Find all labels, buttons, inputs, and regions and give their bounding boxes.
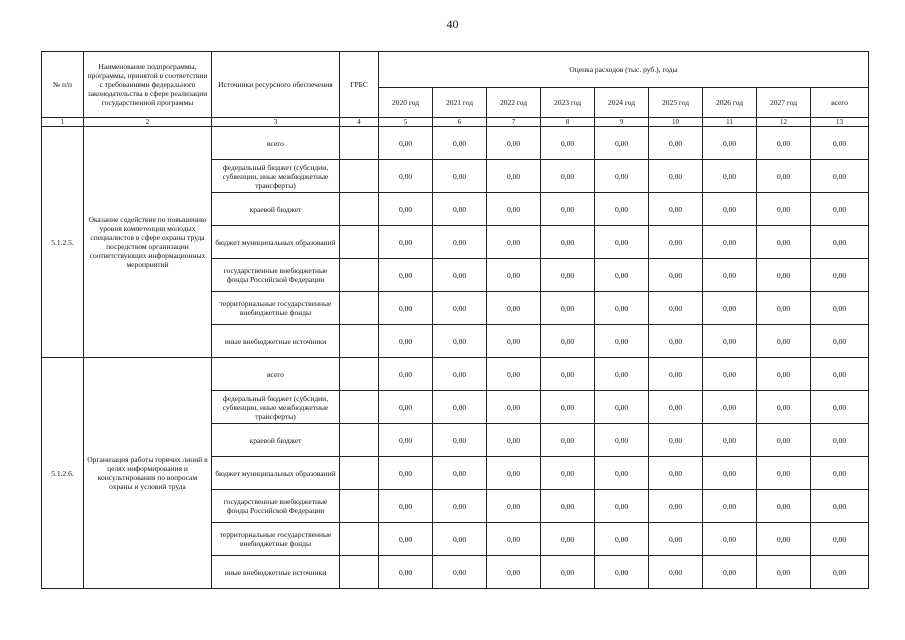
expense-value: 0,00 [811,424,869,457]
header-year: 2020 год [379,88,433,118]
expense-value: 0,00 [541,160,595,193]
expense-value: 0,00 [649,193,703,226]
column-number: 9 [595,118,649,127]
column-number: 3 [212,118,340,127]
grbs-cell [340,292,379,325]
table-row [42,127,869,160]
grbs-cell [340,424,379,457]
expense-value: 0,00 [703,259,757,292]
column-number: 7 [487,118,541,127]
expense-value: 0,00 [379,391,433,424]
funding-source: бюджет муниципальных образований [212,226,340,259]
expense-value: 0,00 [541,193,595,226]
funding-source: иные внебюджетные источники [212,556,340,589]
expense-value: 0,00 [757,160,811,193]
expense-value: 0,00 [433,391,487,424]
funding-source: территориальные государственные внебюджетные фонды [212,523,340,556]
expense-value: 0,00 [541,292,595,325]
expense-value: 0,00 [595,226,649,259]
expense-value: 0,00 [541,523,595,556]
grbs-cell [340,226,379,259]
funding-source: территориальные государственные внебюджетные фонды [212,292,340,325]
grbs-cell [340,358,379,391]
header-year: 2021 год [433,88,487,118]
expense-value: 0,00 [649,127,703,160]
expense-value: 0,00 [433,358,487,391]
expense-value: 0,00 [595,556,649,589]
expense-value: 0,00 [703,292,757,325]
header-year: 2024 год [595,88,649,118]
expense-value: 0,00 [757,457,811,490]
header-name: Наименование подпрограммы, программы, принятой в соответствии с требованиями федерального законодательства в сфере реализации государственной программы [84,52,212,118]
grbs-cell [340,127,379,160]
expense-value: 0,00 [487,358,541,391]
expense-value: 0,00 [649,325,703,358]
expense-value: 0,00 [595,391,649,424]
expense-value: 0,00 [379,358,433,391]
expense-value: 0,00 [379,292,433,325]
expense-value: 0,00 [595,490,649,523]
expense-value: 0,00 [379,127,433,160]
expense-value: 0,00 [379,490,433,523]
funding-source: всего [212,127,340,160]
expense-value: 0,00 [487,556,541,589]
expense-value: 0,00 [541,127,595,160]
page-number: 40 [446,17,459,31]
expense-value: 0,00 [595,325,649,358]
expense-value: 0,00 [757,424,811,457]
expense-value: 0,00 [379,226,433,259]
column-number: 6 [433,118,487,127]
expense-value: 0,00 [703,358,757,391]
header-estimate: Оценка расходов (тыс. руб.), годы [379,52,869,88]
expense-value: 0,00 [433,424,487,457]
expense-value: 0,00 [379,523,433,556]
expense-value: 0,00 [595,424,649,457]
expense-value: 0,00 [487,490,541,523]
expense-value: 0,00 [541,490,595,523]
expense-value: 0,00 [487,391,541,424]
expense-value: 0,00 [757,193,811,226]
column-number: 5 [379,118,433,127]
funding-source: государственные внебюджетные фонды Российской Федерации [212,259,340,292]
funding-source: краевой бюджет [212,193,340,226]
expense-value: 0,00 [811,292,869,325]
header-year: 2023 год [541,88,595,118]
expense-value: 0,00 [487,226,541,259]
expense-value: 0,00 [757,292,811,325]
expense-value: 0,00 [649,556,703,589]
expense-value: 0,00 [595,127,649,160]
expense-value: 0,00 [703,391,757,424]
expense-value: 0,00 [757,391,811,424]
header-year: всего [811,88,869,118]
expense-value: 0,00 [811,556,869,589]
grbs-cell [340,556,379,589]
header-year: 2025 год [649,88,703,118]
expense-value: 0,00 [811,325,869,358]
expense-value: 0,00 [649,490,703,523]
expense-value: 0,00 [541,391,595,424]
expense-value: 0,00 [649,358,703,391]
expense-value: 0,00 [487,457,541,490]
expense-value: 0,00 [433,457,487,490]
expense-value: 0,00 [487,193,541,226]
table-header [42,52,869,127]
expense-value: 0,00 [541,226,595,259]
expense-value: 0,00 [541,358,595,391]
expense-value: 0,00 [541,556,595,589]
expense-value: 0,00 [757,358,811,391]
item-code: 5.1.2.5. [42,127,84,358]
column-number: 10 [649,118,703,127]
expense-value: 0,00 [649,259,703,292]
expense-value: 0,00 [433,325,487,358]
expense-value: 0,00 [649,226,703,259]
expense-value: 0,00 [811,391,869,424]
expense-value: 0,00 [811,457,869,490]
funding-source: бюджет муниципальных образований [212,457,340,490]
expense-value: 0,00 [703,160,757,193]
expense-value: 0,00 [703,556,757,589]
expense-value: 0,00 [757,490,811,523]
expense-value: 0,00 [487,424,541,457]
expense-value: 0,00 [433,292,487,325]
expense-value: 0,00 [595,457,649,490]
expense-value: 0,00 [811,226,869,259]
expense-value: 0,00 [541,325,595,358]
expense-value: 0,00 [595,358,649,391]
expense-value: 0,00 [811,259,869,292]
expense-value: 0,00 [595,259,649,292]
expense-value: 0,00 [379,457,433,490]
expense-value: 0,00 [811,127,869,160]
funding-source: федеральный бюджет (субсидии, субвенции, иные межбюджетные трансферты) [212,391,340,424]
expense-value: 0,00 [757,523,811,556]
funding-source: всего [212,358,340,391]
funding-source: государственные внебюджетные фонды Российской Федерации [212,490,340,523]
expense-value: 0,00 [649,523,703,556]
expense-value: 0,00 [703,424,757,457]
expense-value: 0,00 [811,490,869,523]
expense-value: 0,00 [649,292,703,325]
expense-value: 0,00 [433,490,487,523]
expense-value: 0,00 [379,325,433,358]
column-number: 13 [811,118,869,127]
expense-value: 0,00 [703,127,757,160]
expense-value: 0,00 [649,457,703,490]
expense-value: 0,00 [595,523,649,556]
header-year: 2022 год [487,88,541,118]
expense-value: 0,00 [811,358,869,391]
expense-value: 0,00 [757,226,811,259]
grbs-cell [340,193,379,226]
expense-value: 0,00 [811,523,869,556]
funding-source: иные внебюджетные источники [212,325,340,358]
table-row [42,358,869,391]
grbs-cell [340,457,379,490]
header-grbs: ГРБС [340,52,379,118]
budget-table [41,51,869,589]
expense-value: 0,00 [757,127,811,160]
expense-value: 0,00 [811,193,869,226]
expense-value: 0,00 [379,259,433,292]
column-number: 8 [541,118,595,127]
expense-value: 0,00 [379,160,433,193]
column-number: 2 [84,118,212,127]
expense-value: 0,00 [433,226,487,259]
column-number: 12 [757,118,811,127]
expense-value: 0,00 [811,160,869,193]
expense-value: 0,00 [433,523,487,556]
expense-value: 0,00 [703,490,757,523]
item-code: 5.1.2.6. [42,358,84,589]
expense-value: 0,00 [433,556,487,589]
expense-value: 0,00 [595,160,649,193]
expense-value: 0,00 [595,292,649,325]
expense-value: 0,00 [433,160,487,193]
expense-value: 0,00 [757,556,811,589]
expense-value: 0,00 [433,127,487,160]
expense-value: 0,00 [487,160,541,193]
table-body [42,127,869,589]
expense-value: 0,00 [757,259,811,292]
expense-value: 0,00 [649,424,703,457]
expense-value: 0,00 [703,325,757,358]
grbs-cell [340,523,379,556]
expense-value: 0,00 [487,523,541,556]
header-year: 2027 год [757,88,811,118]
expense-value: 0,00 [541,457,595,490]
expense-value: 0,00 [379,556,433,589]
expense-value: 0,00 [649,160,703,193]
header-year: 2026 год [703,88,757,118]
funding-source: федеральный бюджет (субсидии, субвенции, иные межбюджетные трансферты) [212,160,340,193]
expense-value: 0,00 [379,193,433,226]
expense-value: 0,00 [703,523,757,556]
expense-value: 0,00 [703,457,757,490]
expense-value: 0,00 [703,193,757,226]
header-sources: Источники ресурсного обеспечения [212,52,340,118]
expense-value: 0,00 [595,193,649,226]
expense-value: 0,00 [649,391,703,424]
grbs-cell [340,490,379,523]
column-number: 11 [703,118,757,127]
expense-value: 0,00 [487,325,541,358]
expense-value: 0,00 [541,259,595,292]
column-number: 1 [42,118,84,127]
header-num: № п/п [42,52,84,118]
item-description: Организация работы горячих линий в целях информирования и консультирования по вопросам охраны и условий труда [84,358,212,589]
expense-value: 0,00 [487,292,541,325]
expense-value: 0,00 [487,259,541,292]
expense-value: 0,00 [757,325,811,358]
grbs-cell [340,160,379,193]
expense-value: 0,00 [433,259,487,292]
grbs-cell [340,391,379,424]
expense-value: 0,00 [541,424,595,457]
expense-value: 0,00 [433,193,487,226]
column-number: 4 [340,118,379,127]
expense-value: 0,00 [379,424,433,457]
expense-value: 0,00 [487,127,541,160]
item-description: Оказание содействия по повышению уровня компетенции молодых специалистов в сфере охраны труда посредством организации соответствующих информационных мероприятий [84,127,212,358]
grbs-cell [340,259,379,292]
grbs-cell [340,325,379,358]
funding-source: краевой бюджет [212,424,340,457]
expense-value: 0,00 [703,226,757,259]
